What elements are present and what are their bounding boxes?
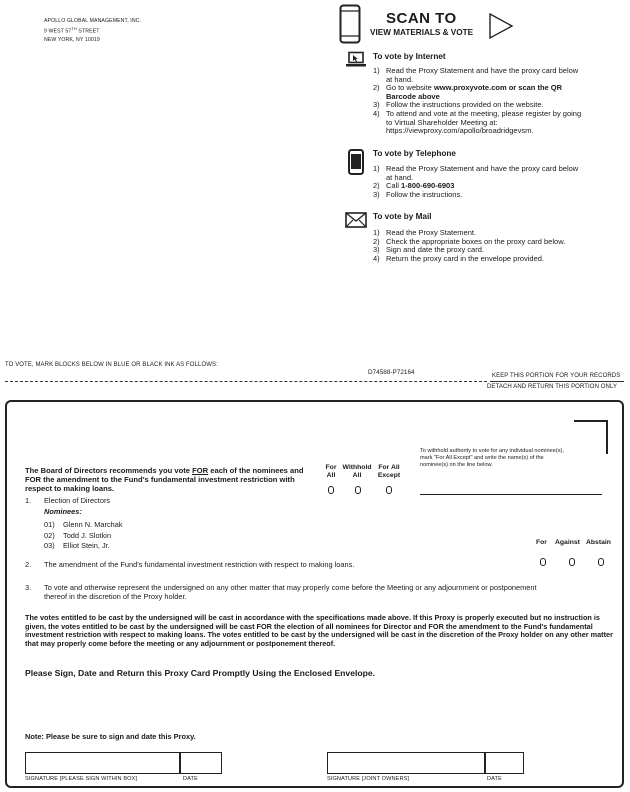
date-label: DATE bbox=[183, 776, 198, 782]
keep-portion-label: KEEP THIS PORTION FOR YOUR RECORDS bbox=[492, 373, 621, 379]
scan-subtitle: VIEW MATERIALS & VOTE bbox=[370, 28, 474, 37]
internet-heading: To vote by Internet bbox=[373, 52, 446, 61]
item2-against-checkbox[interactable] bbox=[569, 558, 575, 566]
nominee-list bbox=[44, 520, 123, 552]
against-header: Against bbox=[555, 539, 580, 546]
sender-address bbox=[44, 18, 141, 44]
withhold-all-checkbox[interactable] bbox=[355, 486, 361, 494]
nominees-label: Nominees: bbox=[44, 507, 82, 516]
for-all-header: For All bbox=[325, 464, 337, 479]
list-item: 1) Read the Proxy Statement. bbox=[373, 228, 477, 237]
joint-date-label: DATE bbox=[487, 776, 502, 782]
list-item: 1) Read the Proxy Statement and have the proxy card below at hand. bbox=[373, 164, 579, 182]
list-item: 1) Read the Proxy Statement and have the proxy card below at hand. bbox=[373, 66, 579, 84]
list-item: 03) Elliot Stein, Jr. bbox=[44, 541, 110, 550]
phone-icon bbox=[348, 149, 364, 175]
mail-steps bbox=[373, 229, 593, 263]
withhold-all-header: Withhold All bbox=[342, 464, 372, 479]
abstain-header: Abstain bbox=[586, 539, 611, 546]
arrow-right-icon bbox=[488, 12, 514, 40]
please-sign-text: Please Sign, Date and Return this Proxy Card Promptly Using the Enclosed Envelope. bbox=[25, 668, 376, 678]
item1-title: Election of Directors bbox=[44, 496, 111, 505]
list-item: 2) Check the appropriate boxes on the proxy card below. bbox=[373, 236, 566, 246]
for-all-except-header: For All Except bbox=[377, 464, 401, 479]
signature-box[interactable] bbox=[25, 752, 180, 774]
item2-text: The amendment of the Fund's fundamental investment restriction with respect to making loans. bbox=[44, 560, 355, 569]
for-header: For bbox=[536, 539, 547, 546]
item2-abstain-checkbox[interactable] bbox=[598, 558, 604, 566]
item3-text: To vote and otherwise represent the undersigned on any other matter that may properly come before the Meeting or any adjournment or postponement thereof in the discretion of the Proxy holder. bbox=[44, 583, 537, 601]
envelope-icon bbox=[345, 212, 367, 228]
list-item: 3) Follow the instructions. bbox=[373, 189, 463, 199]
note-text: Note: Please be sure to sign and date this Proxy. bbox=[25, 732, 196, 741]
scan-title: SCAN TO bbox=[386, 10, 457, 27]
list-item: 2) Call 1-800-690-6903 bbox=[373, 181, 455, 191]
list-item: 01) Glenn N. Marchak bbox=[44, 520, 123, 529]
joint-date-box[interactable] bbox=[485, 752, 524, 774]
signature-label: SIGNATURE [PLEASE SIGN WITHIN BOX] bbox=[25, 776, 138, 782]
list-item: 2) Go to website www.proxyvote.com or scan the QR Barcode above bbox=[373, 83, 563, 101]
item3-number: 3. bbox=[25, 583, 32, 592]
sender-city: NEW YORK, NY 10019 bbox=[44, 36, 100, 43]
keep-underline bbox=[490, 381, 624, 382]
sender-name: APOLLO GLOBAL MANAGEMENT, INC. bbox=[44, 18, 142, 24]
return-portion-label: DETACH AND RETURN THIS PORTION ONLY bbox=[487, 384, 618, 390]
smartphone-icon bbox=[339, 4, 361, 44]
internet-steps bbox=[373, 67, 583, 136]
laptop-icon bbox=[345, 51, 367, 69]
list-item: 3) Follow the instructions provided on the website. bbox=[373, 100, 544, 110]
mark-instruction: TO VOTE, MARK BLOCKS BELOW IN BLUE OR BLACK INK AS FOLLOWS: bbox=[5, 362, 218, 368]
mail-heading: To vote by Mail bbox=[373, 212, 432, 221]
list-item: 3) Sign and date the proxy card. bbox=[373, 245, 484, 255]
for-all-except-checkbox[interactable] bbox=[386, 486, 392, 494]
item1-number: 1. bbox=[25, 496, 32, 505]
nominee-write-in-line[interactable] bbox=[420, 494, 602, 495]
withhold-note: To withhold authority to vote for any individual nominee(s), mark "For All Except" and write the name(s) of the nominee(s) on the line below. bbox=[420, 448, 564, 468]
votes-statement: The votes entitled to be cast by the undersigned will be cast in accordance with the specifications made above. If this Proxy is properly executed but no instruction is given, the votes entitled to be cast by the undersigned will be cast FOR the election of all nominees for Director and FOR the amendment to the Fund's fundamental investment restriction with respect to making loans. The votes entitled to be cast by the undersigned will be cast in the discretion of the Proxy holder on any other matter that may properly come before the meeting or any adjournment or postponement thereof. bbox=[25, 613, 613, 649]
joint-signature-box[interactable] bbox=[327, 752, 485, 774]
detach-line bbox=[5, 381, 487, 382]
list-item: 4) Return the proxy card in the envelope provided. bbox=[373, 253, 545, 263]
corner-mark bbox=[574, 420, 608, 454]
for-all-checkbox[interactable] bbox=[328, 486, 334, 494]
item2-number: 2. bbox=[25, 560, 32, 569]
telephone-heading: To vote by Telephone bbox=[373, 149, 456, 158]
joint-signature-label: SIGNATURE [JOINT OWNERS] bbox=[327, 776, 410, 782]
list-item: 4) To attend and vote at the meeting, please register by going to Virtual Shareholder Meeting at: https://viewproxy.com/apollo/broadridgevsm. bbox=[373, 108, 582, 136]
date-box[interactable] bbox=[180, 752, 222, 774]
control-code: D74588-P72164 bbox=[368, 369, 415, 376]
item2-for-checkbox[interactable] bbox=[540, 558, 546, 566]
list-item: 02) Todd J. Slotkin bbox=[44, 530, 112, 540]
board-recommendation: The Board of Directors recommends you vote FOR each of the nominees and FOR the amendment to the Fund's fundamental investment restriction with respect to making loans. bbox=[25, 466, 304, 493]
sender-street: 9 WEST 57TH STREET bbox=[44, 26, 100, 36]
telephone-steps bbox=[373, 165, 583, 199]
